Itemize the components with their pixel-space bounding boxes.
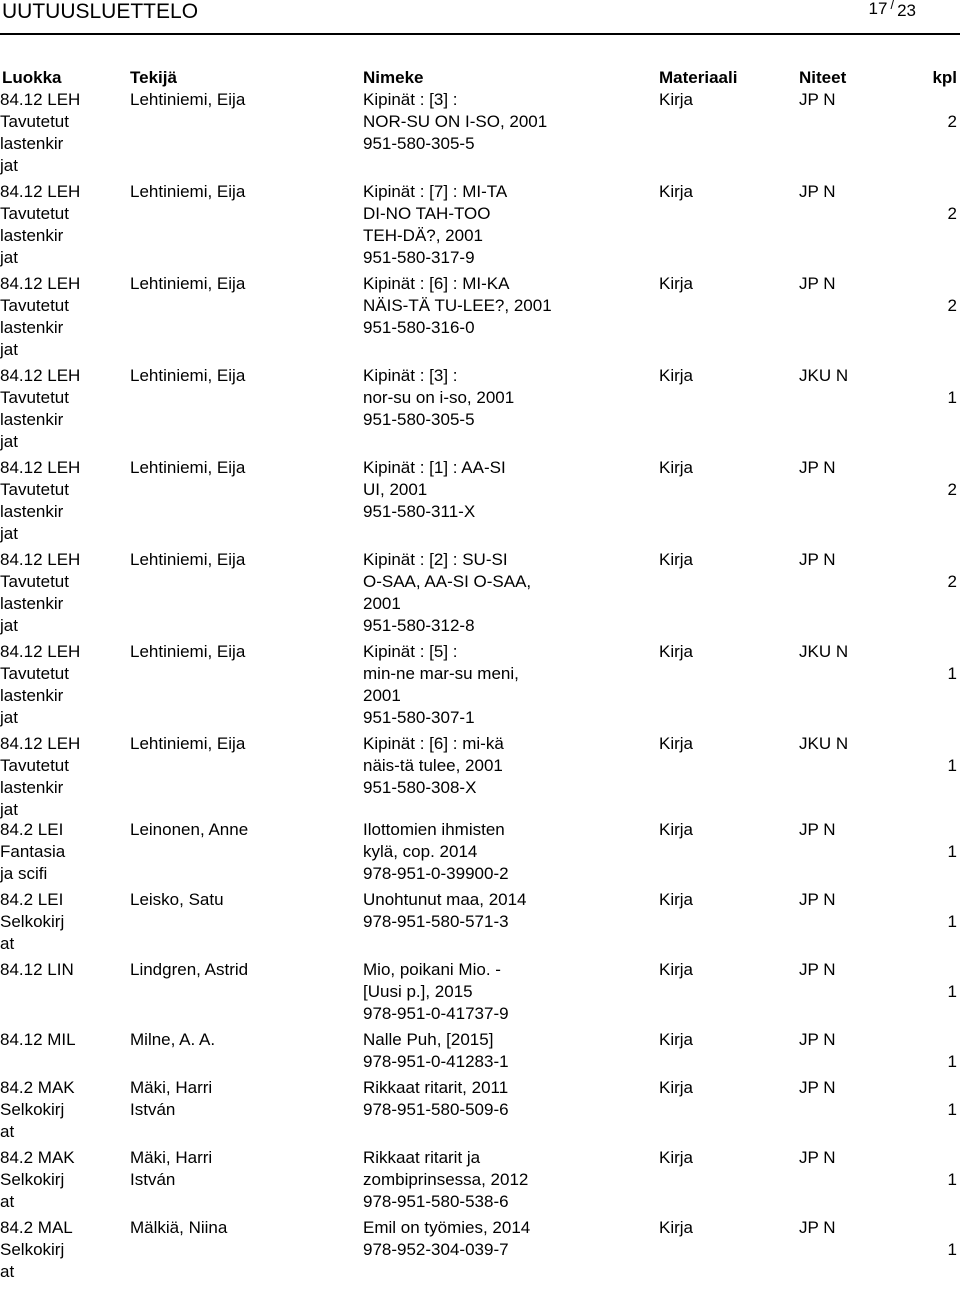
tekija-cell-line: Lehtiniemi, Eija [130, 734, 246, 753]
materiaali-cell: Kirja [659, 960, 694, 979]
tekija-cell-line: Leinonen, Anne [130, 820, 249, 839]
luokka-cell [0, 1077, 128, 1143]
niteet-cell: JKU N [799, 366, 849, 385]
nimeke-cell [363, 1029, 653, 1073]
nimeke-cell-line: Kipinät : [6] : MI-KA [363, 274, 510, 293]
luokka-cell-line: Tavutetut [0, 112, 69, 131]
niteet-cell: JP N [799, 820, 836, 839]
luokka-cell-line: Selkokirj [0, 912, 65, 931]
catalog-row [0, 181, 960, 273]
column-header-kpl: kpl [932, 68, 957, 87]
luokka-cell-line: jat [0, 248, 18, 267]
niteet-cell: JP N [799, 890, 836, 909]
luokka-cell [0, 1029, 128, 1051]
luokka-cell-line: 84.12 LEH [0, 734, 81, 753]
page-separator: / [890, 0, 895, 12]
niteet-cell: JP N [799, 274, 836, 293]
niteet-cell: JKU N [799, 734, 849, 753]
luokka-cell-line: jat [0, 616, 18, 635]
luokka-cell-line: 84.2 MAK [0, 1148, 75, 1167]
nimeke-cell-line: Kipinät : [7] : MI-TA [363, 182, 508, 201]
niteet-cell: JP N [799, 90, 836, 109]
luokka-cell-line: 84.2 LEI [0, 890, 64, 909]
luokka-cell-line: Tavutetut [0, 296, 69, 315]
nimeke-cell-line: Ilottomien ihmisten [363, 820, 505, 839]
catalog-row [0, 1217, 960, 1287]
nimeke-cell-line: TEH-DÄ?, 2001 [363, 226, 483, 245]
luokka-cell-line: at [0, 1122, 15, 1141]
kpl-cell: 1 [947, 842, 957, 861]
nimeke-cell-line: 2001 [363, 594, 401, 613]
luokka-cell-line: 84.2 LEI [0, 820, 64, 839]
materiaali-cell: Kirja [659, 1148, 694, 1167]
page-number [869, 1, 916, 22]
nimeke-cell-line: 978-951-0-39900-2 [363, 864, 509, 883]
materiaali-cell: Kirja [659, 366, 694, 385]
materiaali-cell: Kirja [659, 90, 694, 109]
nimeke-cell-line: 978-951-580-571-3 [363, 912, 509, 931]
materiaali-cell: Kirja [659, 734, 694, 753]
nimeke-cell-line: UI, 2001 [363, 480, 428, 499]
luokka-cell [0, 819, 128, 885]
luokka-cell-line: lastenkir [0, 778, 64, 797]
nimeke-cell-line: 951-580-305-5 [363, 410, 475, 429]
luokka-cell-line: 84.12 LEH [0, 366, 81, 385]
luokka-cell-line: Tavutetut [0, 388, 69, 407]
nimeke-cell-line: Nalle Puh, [2015] [363, 1030, 494, 1049]
kpl-cell: 1 [947, 912, 957, 931]
luokka-cell-line: jat [0, 800, 18, 819]
column-header-niteet: Niteet [799, 68, 847, 87]
nimeke-cell-line: zombiprinsessa, 2012 [363, 1170, 529, 1189]
niteet-cell: JP N [799, 1218, 836, 1237]
niteet-cell: JP N [799, 1078, 836, 1097]
catalog-row [0, 273, 960, 365]
tekija-cell [130, 273, 355, 295]
tekija-cell [130, 959, 355, 981]
materiaali-cell: Kirja [659, 1218, 694, 1237]
luokka-cell-line: at [0, 1262, 15, 1281]
tekija-cell-line: Lehtiniemi, Eija [130, 182, 246, 201]
tekija-cell [130, 1217, 355, 1239]
tekija-cell-line: Lehtiniemi, Eija [130, 274, 246, 293]
catalog-list [0, 89, 960, 1287]
nimeke-cell-line: Rikkaat ritarit, 2011 [363, 1078, 509, 1097]
nimeke-cell [363, 819, 653, 885]
column-header-luokka: Luokka [2, 68, 62, 87]
luokka-cell-line: lastenkir [0, 318, 64, 337]
kpl-cell: 1 [947, 756, 957, 775]
column-header-nimeke: Nimeke [363, 68, 424, 87]
luokka-cell-line: at [0, 934, 15, 953]
luokka-cell [0, 1147, 128, 1213]
nimeke-cell [363, 959, 653, 1025]
luokka-cell-line: Tavutetut [0, 664, 69, 683]
materiaali-cell: Kirja [659, 890, 694, 909]
kpl-cell: 2 [947, 204, 957, 223]
luokka-cell-line: Selkokirj [0, 1170, 65, 1189]
luokka-cell-line: jat [0, 432, 18, 451]
nimeke-cell-line: [Uusi p.], 2015 [363, 982, 473, 1001]
nimeke-cell-line: min-ne mar-su meni, [363, 664, 519, 683]
nimeke-cell-line: 951-580-317-9 [363, 248, 475, 267]
luokka-cell [0, 457, 128, 545]
nimeke-cell-line: 951-580-312-8 [363, 616, 475, 635]
luokka-cell-line: 84.12 LEH [0, 458, 81, 477]
kpl-cell: 1 [947, 388, 957, 407]
tekija-cell [130, 89, 355, 111]
nimeke-cell [363, 89, 653, 155]
catalog-row [0, 1077, 960, 1147]
nimeke-cell-line: 951-580-305-5 [363, 134, 475, 153]
luokka-cell-line: 84.12 LEH [0, 550, 81, 569]
niteet-cell: JP N [799, 182, 836, 201]
nimeke-cell-line: Mio, poikani Mio. - [363, 960, 501, 979]
luokka-cell-line: Tavutetut [0, 204, 69, 223]
nimeke-cell-line: 978-951-0-41737-9 [363, 1004, 509, 1023]
header-rule [0, 33, 960, 35]
column-header-tekija: Tekijä [130, 68, 177, 87]
tekija-cell-line: Mäki, Harri [130, 1078, 213, 1097]
luokka-cell-line: lastenkir [0, 410, 64, 429]
luokka-cell [0, 641, 128, 729]
catalog-row [0, 733, 960, 819]
nimeke-cell-line: Kipinät : [3] : [363, 90, 458, 109]
tekija-cell [130, 1029, 355, 1051]
luokka-cell [0, 959, 128, 981]
nimeke-cell-line: 2001 [363, 686, 401, 705]
tekija-cell [130, 889, 355, 911]
nimeke-cell [363, 273, 653, 339]
luokka-cell-line: Tavutetut [0, 756, 69, 775]
tekija-cell [130, 641, 355, 663]
luokka-cell-line: Tavutetut [0, 480, 69, 499]
tekija-cell [130, 457, 355, 479]
luokka-cell-line: 84.12 LIN [0, 960, 74, 979]
tekija-cell-line: Leisko, Satu [130, 890, 224, 909]
column-header-materiaali: Materiaali [659, 68, 738, 87]
tekija-cell-line: Lehtiniemi, Eija [130, 90, 246, 109]
nimeke-cell-line: Emil on työmies, 2014 [363, 1218, 531, 1237]
page-current: 17 [868, 0, 888, 18]
tekija-cell [130, 1077, 355, 1121]
nimeke-cell [363, 733, 653, 799]
luokka-cell-line: lastenkir [0, 134, 64, 153]
catalog-row [0, 1029, 960, 1077]
page-total: 23 [897, 1, 916, 20]
kpl-cell: 2 [947, 112, 957, 131]
luokka-cell-line: 84.12 LEH [0, 642, 81, 661]
luokka-cell [0, 1217, 128, 1283]
luokka-cell-line: lastenkir [0, 502, 64, 521]
luokka-cell-line: Fantasia [0, 842, 66, 861]
niteet-cell: JP N [799, 960, 836, 979]
kpl-cell: 1 [947, 664, 957, 683]
kpl-cell: 1 [947, 1240, 957, 1259]
nimeke-cell-line: Kipinät : [1] : AA-SI [363, 458, 506, 477]
nimeke-cell [363, 641, 653, 729]
nimeke-cell-line: DI-NO TAH-TOO [363, 204, 491, 223]
nimeke-cell [363, 365, 653, 431]
tekija-cell [130, 181, 355, 203]
nimeke-cell [363, 549, 653, 637]
nimeke-cell [363, 1077, 653, 1121]
luokka-cell-line: 84.12 LEH [0, 274, 81, 293]
nimeke-cell-line: O-SAA, AA-SI O-SAA, [363, 572, 532, 591]
materiaali-cell: Kirja [659, 820, 694, 839]
nimeke-cell-line: kylä, cop. 2014 [363, 842, 478, 861]
materiaali-cell: Kirja [659, 1078, 694, 1097]
materiaali-cell: Kirja [659, 274, 694, 293]
nimeke-cell-line: näis-tä tulee, 2001 [363, 756, 503, 775]
luokka-cell-line: ja scifi [0, 864, 48, 883]
tekija-cell [130, 1147, 355, 1191]
tekija-cell [130, 549, 355, 571]
kpl-cell: 1 [947, 1100, 957, 1119]
nimeke-cell-line: 978-951-580-538-6 [363, 1192, 509, 1211]
luokka-cell-line: 84.2 MAK [0, 1078, 75, 1097]
luokka-cell [0, 365, 128, 453]
luokka-cell [0, 89, 128, 177]
luokka-cell [0, 273, 128, 361]
luokka-cell-line: Selkokirj [0, 1100, 65, 1119]
materiaali-cell: Kirja [659, 1030, 694, 1049]
niteet-cell: JP N [799, 550, 836, 569]
tekija-cell-line: Mälkiä, Niina [130, 1218, 228, 1237]
catalog-row [0, 89, 960, 181]
nimeke-cell-line: 978-952-304-039-7 [363, 1240, 509, 1259]
tekija-cell-line: István [130, 1100, 176, 1119]
nimeke-cell [363, 889, 653, 933]
tekija-cell-line: István [130, 1170, 176, 1189]
kpl-cell: 1 [947, 1170, 957, 1189]
luokka-cell-line: at [0, 1192, 15, 1211]
nimeke-cell-line: Kipinät : [2] : SU-SI [363, 550, 508, 569]
nimeke-cell-line: 978-951-580-509-6 [363, 1100, 509, 1119]
tekija-cell [130, 365, 355, 387]
kpl-cell: 1 [947, 982, 957, 1001]
luokka-cell-line: 84.12 MIL [0, 1030, 76, 1049]
nimeke-cell-line: 951-580-307-1 [363, 708, 475, 727]
tekija-cell [130, 819, 355, 841]
tekija-cell [130, 733, 355, 755]
catalog-title: UUTUUSLUETTELO [2, 0, 199, 23]
nimeke-cell-line: Kipinät : [3] : [363, 366, 458, 385]
nimeke-cell [363, 1147, 653, 1213]
kpl-cell: 2 [947, 572, 957, 591]
luokka-cell [0, 549, 128, 637]
luokka-cell-line: 84.12 LEH [0, 90, 81, 109]
nimeke-cell-line: NOR-SU ON I-SO, 2001 [363, 112, 548, 131]
catalog-row [0, 1147, 960, 1217]
column-headers [0, 67, 960, 89]
tekija-cell-line: Milne, A. A. [130, 1030, 216, 1049]
kpl-cell: 1 [947, 1052, 957, 1071]
catalog-row [0, 819, 960, 889]
tekija-cell-line: Lehtiniemi, Eija [130, 642, 246, 661]
luokka-cell [0, 733, 128, 821]
materiaali-cell: Kirja [659, 642, 694, 661]
nimeke-cell-line: 978-951-0-41283-1 [363, 1052, 509, 1071]
luokka-cell-line: Selkokirj [0, 1240, 65, 1259]
nimeke-cell-line: 951-580-316-0 [363, 318, 475, 337]
luokka-cell [0, 181, 128, 269]
tekija-cell-line: Lindgren, Astrid [130, 960, 249, 979]
luokka-cell [0, 889, 128, 955]
nimeke-cell [363, 457, 653, 523]
luokka-cell-line: lastenkir [0, 226, 64, 245]
nimeke-cell-line: NÄIS-TÄ TU-LEE?, 2001 [363, 296, 552, 315]
catalog-row [0, 365, 960, 457]
luokka-cell-line: jat [0, 708, 18, 727]
luokka-cell-line: Tavutetut [0, 572, 69, 591]
kpl-cell: 2 [947, 480, 957, 499]
tekija-cell-line: Mäki, Harri [130, 1148, 213, 1167]
nimeke-cell-line: Kipinät : [6] : mi-kä [363, 734, 504, 753]
nimeke-cell-line: nor-su on i-so, 2001 [363, 388, 515, 407]
luokka-cell-line: lastenkir [0, 594, 64, 613]
page-header [0, 0, 960, 26]
nimeke-cell-line: 951-580-308-X [363, 778, 477, 797]
niteet-cell: JP N [799, 1030, 836, 1049]
luokka-cell-line: jat [0, 156, 18, 175]
materiaali-cell: Kirja [659, 550, 694, 569]
catalog-row [0, 959, 960, 1029]
nimeke-cell-line: Kipinät : [5] : [363, 642, 458, 661]
materiaali-cell: Kirja [659, 182, 694, 201]
catalog-row [0, 549, 960, 641]
niteet-cell: JP N [799, 1148, 836, 1167]
catalog-row [0, 457, 960, 549]
luokka-cell-line: lastenkir [0, 686, 64, 705]
materiaali-cell: Kirja [659, 458, 694, 477]
luokka-cell-line: jat [0, 524, 18, 543]
nimeke-cell-line: Rikkaat ritarit ja [363, 1148, 481, 1167]
nimeke-cell-line: 951-580-311-X [363, 502, 476, 521]
nimeke-cell [363, 1217, 653, 1261]
luokka-cell-line: jat [0, 340, 18, 359]
kpl-cell: 2 [947, 296, 957, 315]
tekija-cell-line: Lehtiniemi, Eija [130, 366, 246, 385]
luokka-cell-line: 84.2 MAL [0, 1218, 73, 1237]
luokka-cell-line: 84.12 LEH [0, 182, 81, 201]
niteet-cell: JKU N [799, 642, 849, 661]
catalog-row [0, 889, 960, 959]
nimeke-cell [363, 181, 653, 269]
catalog-row [0, 641, 960, 733]
tekija-cell-line: Lehtiniemi, Eija [130, 550, 246, 569]
niteet-cell: JP N [799, 458, 836, 477]
nimeke-cell-line: Unohtunut maa, 2014 [363, 890, 527, 909]
tekija-cell-line: Lehtiniemi, Eija [130, 458, 246, 477]
